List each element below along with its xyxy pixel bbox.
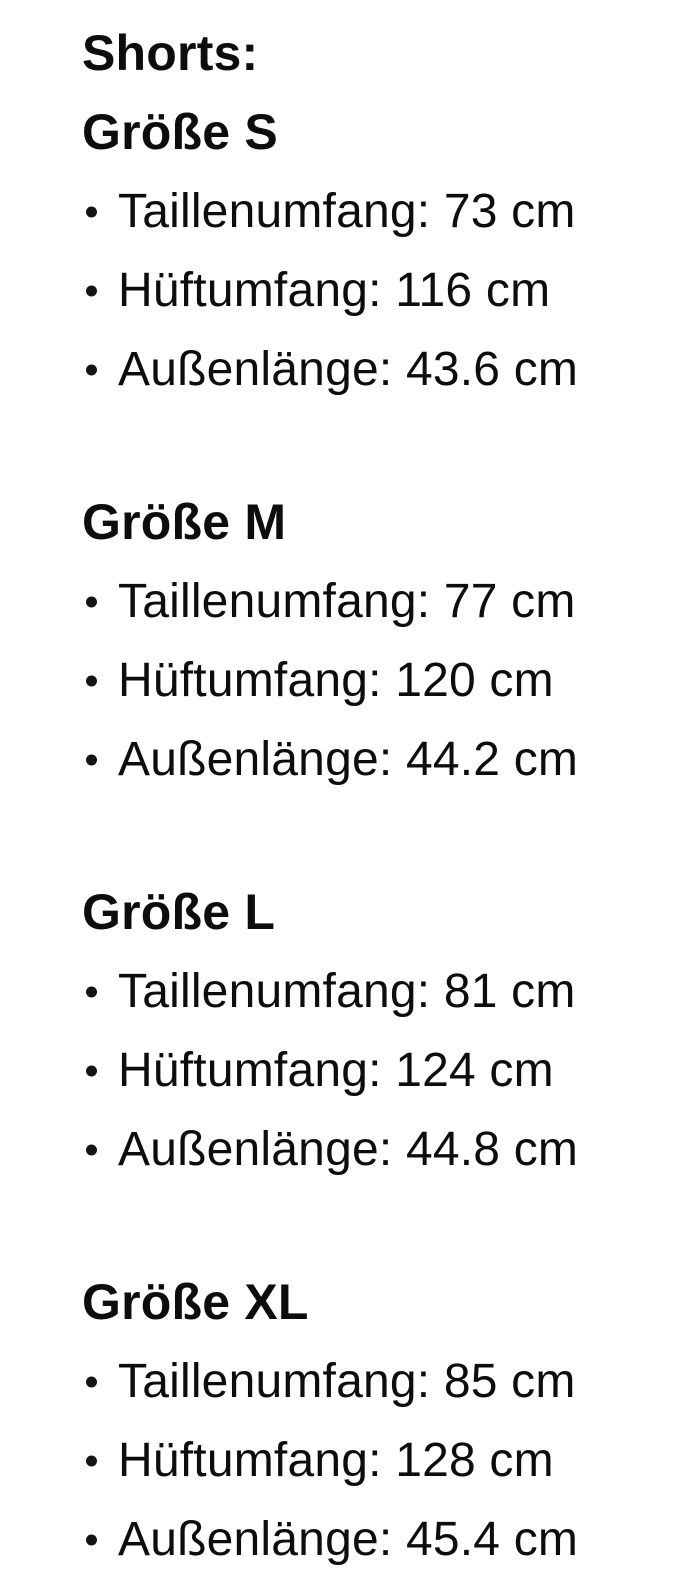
measurement-item	[82, 1500, 670, 1579]
measurement-item	[82, 1031, 670, 1110]
page-title: Shorts:	[82, 25, 259, 81]
bullet-icon	[86, 596, 97, 607]
measurement-text: Außenlänge: 44.2 cm	[118, 733, 579, 786]
measurement-text: Außenlänge: 43.6 cm	[118, 343, 579, 396]
measurement-item	[82, 1421, 670, 1500]
measurement-text: Taillenumfang: 81 cm	[118, 965, 576, 1018]
size-section-s	[82, 93, 670, 409]
measurement-text: Taillenumfang: 85 cm	[118, 1355, 576, 1408]
bullet-icon	[86, 1144, 97, 1155]
measurement-item	[82, 952, 670, 1031]
bullet-icon	[86, 1065, 97, 1076]
bullet-icon	[86, 1455, 97, 1466]
size-section-l	[82, 873, 670, 1189]
size-heading-l: Größe L	[82, 884, 276, 940]
bullet-icon	[86, 986, 97, 997]
measurement-item	[82, 330, 670, 409]
bullet-icon	[86, 285, 97, 296]
measurement-item	[82, 251, 670, 330]
size-heading-s: Größe S	[82, 104, 278, 160]
measurement-item	[82, 172, 670, 251]
bullet-icon	[86, 675, 97, 686]
measurement-item	[82, 1342, 670, 1421]
measurement-text: Taillenumfang: 73 cm	[118, 185, 576, 238]
measurement-item	[82, 1110, 670, 1189]
measurement-text: Hüftumfang: 120 cm	[118, 654, 554, 707]
size-section-m	[82, 483, 670, 799]
measurement-item	[82, 641, 670, 720]
size-heading-m: Größe M	[82, 494, 287, 550]
bullet-icon	[86, 1534, 97, 1545]
measurement-text: Außenlänge: 45.4 cm	[118, 1513, 579, 1566]
measurement-list	[82, 1342, 670, 1579]
bullet-icon	[86, 364, 97, 375]
measurement-list	[82, 952, 670, 1189]
measurement-text: Taillenumfang: 77 cm	[118, 575, 576, 628]
measurement-text: Hüftumfang: 124 cm	[118, 1044, 554, 1097]
measurement-list	[82, 562, 670, 799]
bullet-icon	[86, 206, 97, 217]
measurement-text: Hüftumfang: 116 cm	[118, 264, 551, 317]
bullet-icon	[86, 1376, 97, 1387]
measurement-list	[82, 172, 670, 409]
measurement-text: Hüftumfang: 128 cm	[118, 1434, 554, 1487]
size-heading-xl: Größe XL	[82, 1274, 309, 1330]
bullet-icon	[86, 754, 97, 765]
size-section-xl	[82, 1263, 670, 1579]
measurement-item	[82, 720, 670, 799]
measurement-text: Außenlänge: 44.8 cm	[118, 1123, 579, 1176]
measurement-item	[82, 562, 670, 641]
